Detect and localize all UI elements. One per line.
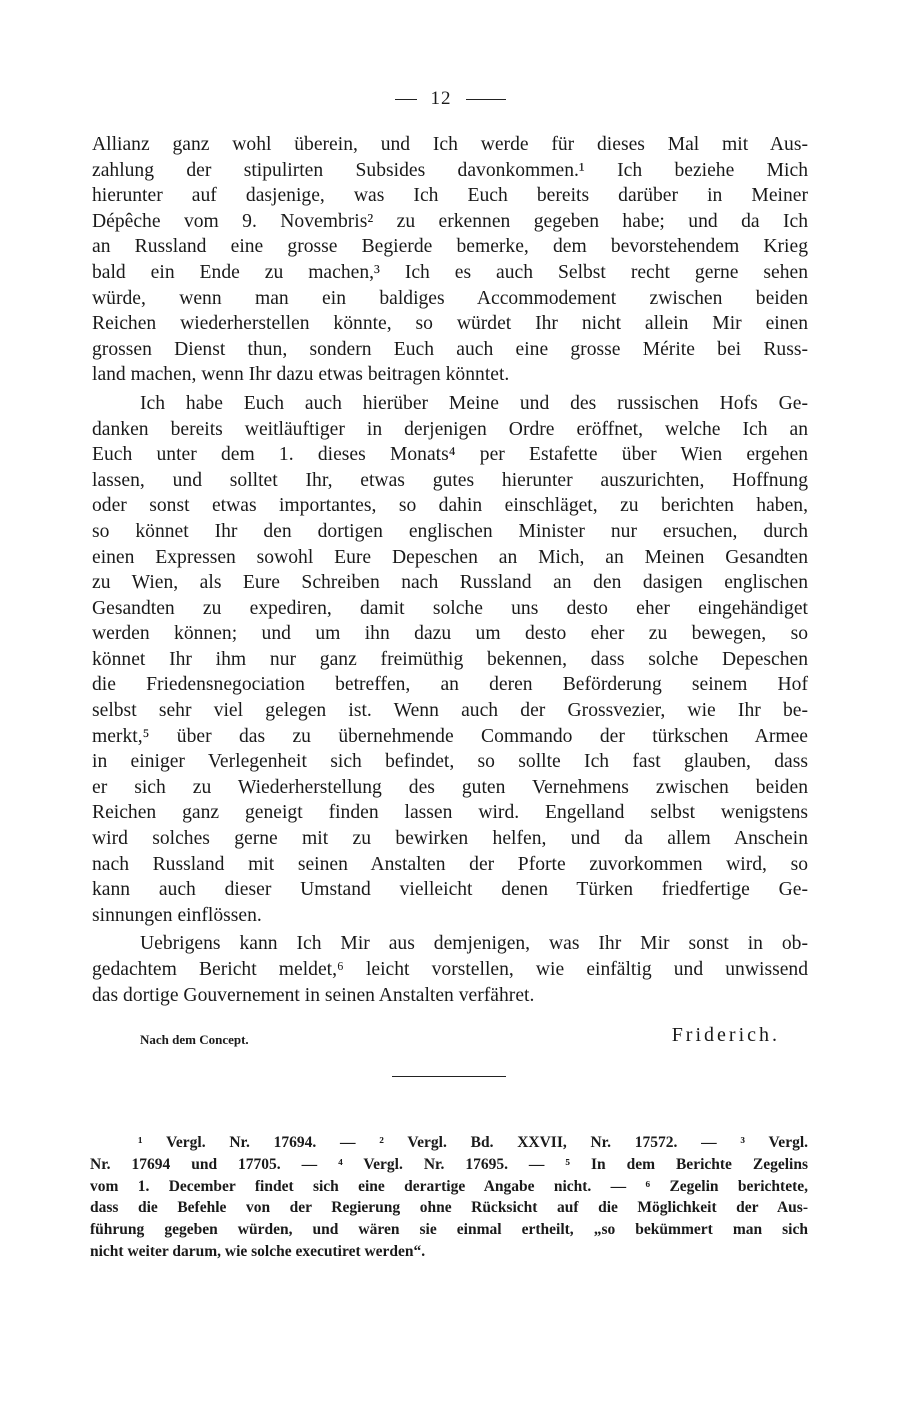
text-line: gedachtem Bericht meldet,⁶ leicht vorstellen, wie einfältig und unwissend (92, 959, 808, 980)
text-line: in einiger Verlegenheit sich befindet, so sollte Ich fast glauben, dass (92, 751, 808, 773)
text-line: werden können; und um ihn dazu um desto eher zu bewegen, so (92, 623, 808, 645)
header-dash-right (466, 99, 506, 100)
text-line: nach Russland mit seinen Anstalten der Pforte zuvorkommen wird, so (92, 853, 808, 875)
text-line: bald ein Ende zu machen,³ Ich es auch Selbst recht gerne sehen (92, 261, 808, 283)
text-line: Reichen wiederherstellen könnte, so würdet Ihr nicht allein Mir einen (92, 313, 808, 335)
page-number: 12 (430, 88, 452, 109)
text-line: sinnungen einflössen. (92, 904, 262, 926)
footnote-line: ¹ Vergl. Nr. 17694. — ² Vergl. Bd. XXVII, Nr. 17572. — ³ Vergl. (138, 1134, 808, 1151)
source-note: Nach dem Concept. (140, 1032, 249, 1047)
text-line: land machen, wenn Ihr dazu etwas beitragen könntet. (92, 364, 510, 386)
text-line: Allianz ganz wohl überein, und Ich werde für dieses Mal mit Aus- (92, 134, 808, 155)
text-line: die Friedensnegociation betreffen, an deren Beförderung seinem Hof (92, 674, 808, 696)
text-line: Dépêche vom 9. Novembris² zu erkennen gegeben habe; und da Ich (92, 210, 808, 232)
text-line: selbst sehr viel gelegen ist. Wenn auch der Grossvezier, wie Ihr be- (92, 700, 808, 722)
text-line: er sich zu Wiederherstellung des guten Vernehmens zwischen beiden (92, 776, 808, 798)
text-line: lassen, und solltet Ihr, etwas gutes hierunter auszurichten, Hoffnung (92, 469, 808, 491)
text-line: zu Wien, als Eure Schreiben nach Russland an den dasigen englischen (92, 572, 808, 594)
text-line: Uebrigens kann Ich Mir aus demjenigen, was Ihr Mir sonst in ob- (140, 933, 808, 955)
text-line: hierunter auf dasjenige, was Ich Euch bereits darüber in Meiner (92, 185, 808, 207)
text-line: oder sonst etwas importantes, so dahin einschläget, zu berichten haben, (92, 495, 808, 517)
text-line: könnet Ihr ihm nur ganz freimüthig bekennen, dass solche Depeschen (92, 648, 808, 670)
text-line: Gesandten zu expediren, damit solche uns desto eher eingehändiget (92, 597, 808, 619)
text-line: Ich habe Euch auch hierüber Meine und des russischen Hofs Ge- (140, 392, 808, 414)
header-dash-left (395, 99, 417, 100)
text-line: würde, wenn man ein baldiges Accommodement zwischen beiden (92, 287, 808, 309)
text-line: einen Expressen sowohl Eure Depeschen an Mich, an Meinen Gesandten (92, 546, 808, 568)
footnote-line: nicht weiter darum, wie solche executiret werden“. (90, 1242, 426, 1260)
text-line: kann auch dieser Umstand vielleicht denen Türken friedfertige Ge- (92, 879, 808, 901)
text-line: wird solches gerne mit zu bewirken helfen, und da allem Anschein (92, 828, 808, 850)
signature: Friderich. (671, 1024, 780, 1046)
text-line: an Russland eine grosse Begierde bemerke, dem bevorstehendem Krieg (92, 236, 808, 258)
text-line: Reichen ganz geneigt finden lassen wird. Engelland selbst wenigstens (92, 802, 808, 824)
closing-row (92, 1024, 808, 1054)
footnote-line: führung gegeben würden, und wären sie einmal ertheilt, „so bekümmert man sich (90, 1221, 808, 1239)
text-line: merkt,⁵ über das zu übernehmende Commando der türkschen Armee (92, 725, 808, 747)
text-line: Euch unter dem 1. dieses Monats⁴ per Estafette über Wien ergehen (92, 444, 808, 466)
text-line: das dortige Gouvernement in seinen Anstalten verfähret. (92, 984, 535, 1006)
main-text (92, 132, 808, 1008)
text-line: so könnet Ihr den dortigen englischen Minister nur ersuchen, durch (92, 520, 808, 542)
footnote-line: Nr. 17694 und 17705. — ⁴ Vergl. Nr. 17695. — ⁵ In dem Berichte Zegelins (90, 1155, 808, 1173)
footnotes (90, 1132, 808, 1263)
text-line: danken bereits weitläuftiger in derjenigen Ordre eröffnet, welche Ich an (92, 418, 808, 440)
text-line: zahlung der stipulirten Subsides davonkommen.¹ Ich beziehe Mich (92, 159, 808, 181)
text-line: grossen Dienst thun, sondern Euch auch eine grosse Mérite bei Russ- (92, 338, 808, 360)
footnote-line: dass die Befehle von der Regierung ohne Rücksicht auf die Möglichkeit der Aus- (90, 1199, 808, 1217)
footnote-line: vom 1. December findet sich eine derartige Angabe nicht. — ⁶ Zegelin berichtete, (90, 1177, 808, 1195)
page-header (0, 88, 900, 110)
separator-rule (392, 1076, 506, 1077)
